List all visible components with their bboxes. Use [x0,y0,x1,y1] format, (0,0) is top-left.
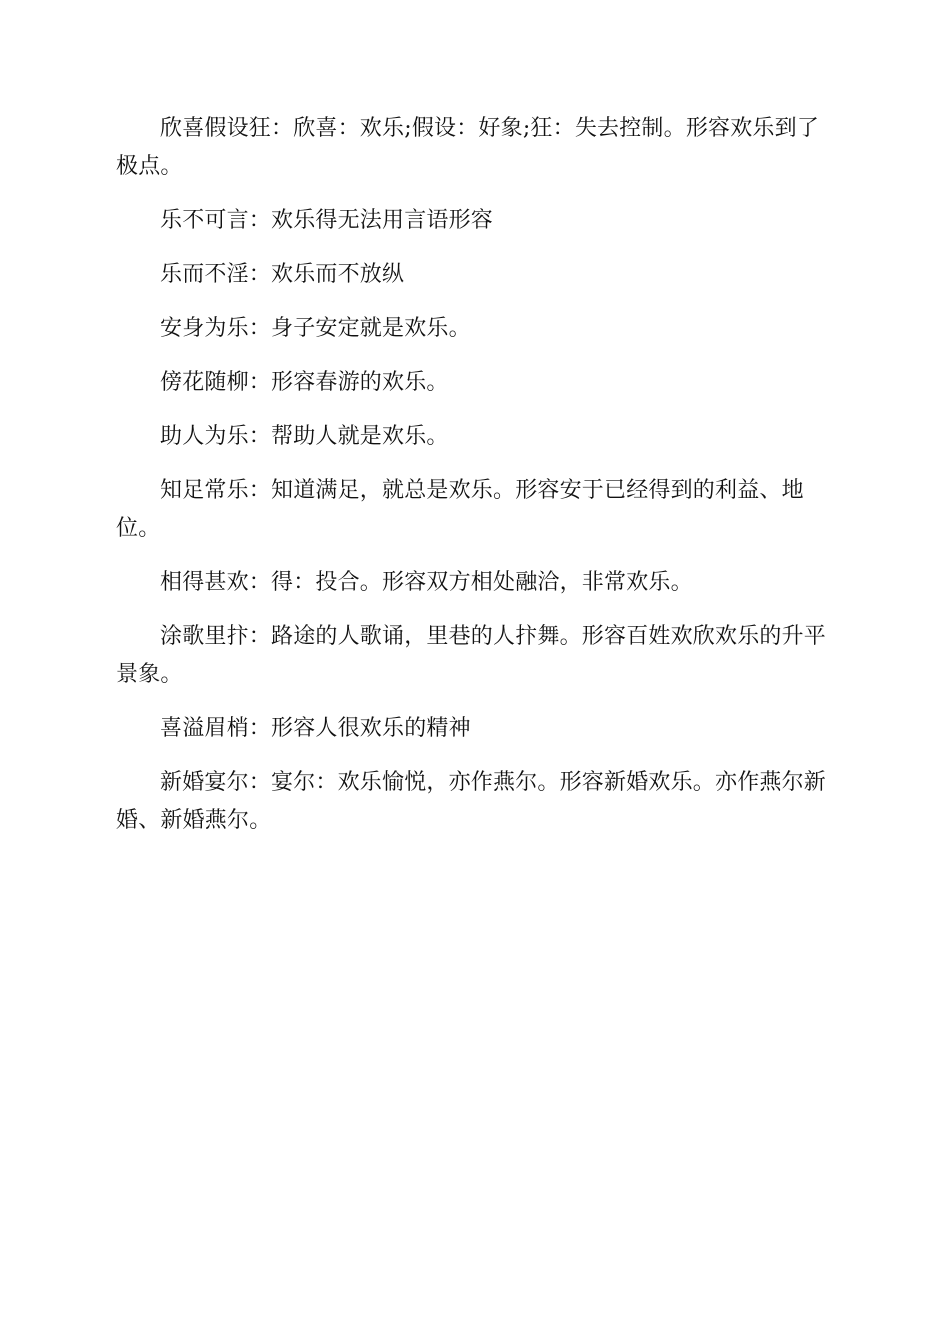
idiom-entry: 知足常乐：知道满足，就总是欢乐。形容安于已经得到的利益、地位。 [116,478,804,541]
idiom-entry: 安身为乐：身子安定就是欢乐。 [160,316,471,341]
idiom-entry: 新婚宴尔：宴尔：欢乐愉悦，亦作燕尔。形容新婚欢乐。亦作燕尔新婚、新婚燕尔。 [116,770,827,833]
idiom-entry: 涂歌里抃：路途的人歌诵，里巷的人抃舞。形容百姓欢欣欢乐的升平景象。 [116,624,827,687]
idiom-entry: 乐不可言：欢乐得无法用言语形容 [160,208,494,233]
document-page [116,110,834,856]
idiom-entry: 相得甚欢：得：投合。形容双方相处融洽，非常欢乐。 [160,570,693,595]
idiom-entry: 喜溢眉梢：形容人很欢乐的精神 [160,716,471,741]
idiom-entry: 助人为乐：帮助人就是欢乐。 [160,424,449,449]
idiom-entry: 傍花随柳：形容春游的欢乐。 [160,370,449,395]
idiom-entry: 欣喜假设狂：欣喜：欢乐;假设：好象;狂：失去控制。形容欢乐到了极点。 [116,116,820,179]
idiom-entry: 乐而不淫：欢乐而不放纵 [160,262,405,287]
